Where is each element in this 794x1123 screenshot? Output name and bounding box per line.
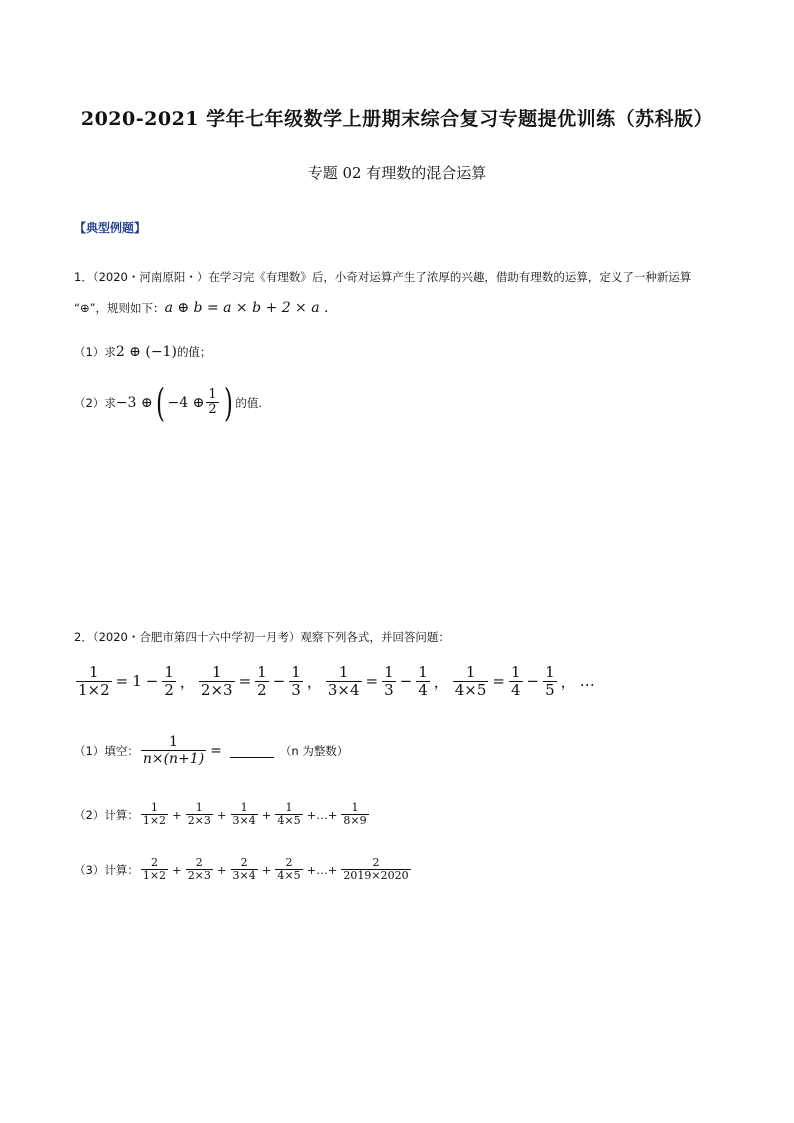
pattern2-lhs: $\frac{1}{2\times 3}$ — [200, 663, 233, 699]
q1-part2-fraction: $\frac{1}{2}$ — [208, 386, 217, 418]
pattern-ellipsis: … — [579, 672, 595, 691]
pattern1-lhs: $\frac{1}{1\times 2}$ — [78, 663, 110, 699]
q2-part2-prefix: （2）计算： — [74, 807, 139, 822]
q1-part1 — [74, 344, 211, 360]
q1-intro-line1: 1．（2020・河南原阳・）在学习完《有理数》后，小奇对运算产生了浓厚的兴趣，借助有理数的运算，定义了一种新运算 — [74, 270, 692, 284]
q2-part1-suffix: （n 为整数） — [279, 744, 349, 759]
q2-part3-prefix: （3）计算： — [74, 862, 139, 877]
q1-part2-expr-a: −3 ⊕ — [115, 395, 153, 411]
pattern3-lhs: $\frac{1}{3\times 4}$ — [327, 663, 360, 699]
pattern4-lhs: $\frac{1}{4\times 5}$ — [454, 663, 487, 699]
q1-rule-prefix: “⊕”，规则如下： — [74, 301, 165, 315]
answer-blank[interactable] — [230, 745, 274, 758]
q2-part1-prefix: （1）填空： — [74, 744, 139, 759]
q1-part2-prefix: （2）求 — [74, 396, 116, 410]
q1-part1-expr: 2 ⊕ (−1) — [115, 344, 177, 360]
q1-part1-prefix: （1）求 — [74, 345, 116, 359]
q1-rule: a ⊕ b = a × b + 2 × a . — [164, 300, 329, 316]
pattern1-rhs: $\frac{1}{2}$ — [164, 663, 174, 699]
q2-part2: （2）计算： $\frac{1}{1\times 2}$ + $\frac{1}{2\times 3}$ + $\frac{1}{3\times 4}$ + $\frac{1}{4\times 5}$ +…+ $\frac{1}{8\times 9}$ — [74, 801, 367, 828]
document-title: 2020-2021 学年七年级数学上册期末综合复习专题提优训练（苏科版） — [80, 108, 714, 130]
section-tag: 【典型例题】 — [74, 221, 147, 235]
pattern2-rhs1: $\frac{1}{2}$ — [257, 663, 267, 699]
right-paren: ) — [223, 381, 233, 425]
q2-intro: 2．（2020・合肥市第四十六中学初一月考）观察下列各式，并回答问题： — [74, 630, 450, 644]
q1-part1-suffix: 的值； — [176, 345, 212, 359]
q1-part2-expr-b: −4 ⊕ — [167, 395, 205, 411]
pattern3-rhs1: $\frac{1}{3}$ — [384, 663, 394, 699]
pattern4-rhs1: $\frac{1}{4}$ — [511, 663, 521, 699]
q1-intro-line2 — [74, 300, 329, 316]
q2-pattern: $\frac{1}{1\times 2}$ = 1 − $\frac{1}{2}$ ， $\frac{1}{2\times 3}$ = $\frac{1}{2}$ − $\frac{1}{3}$ ， $\frac{1}{3\times 4}$ = $\frac{1}{3}$ − $\frac{1}{4}$ ， $\frac{1}{4\times 5}$ = $\frac{1}{4}$ − $\frac{1}{5}$ ， … — [78, 663, 595, 699]
document-subtitle: 专题 02 有理数的混合运算 — [307, 164, 487, 182]
left-paren: ( — [155, 381, 165, 425]
q2-part1-fraction: $\frac{1}{n\times(n+1)}$ — [142, 734, 205, 768]
q2-part1: （1）填空： $\frac{1}{n\times(n+1)}$ = （n 为整数） — [74, 734, 349, 768]
pattern4-rhs2: $\frac{1}{5}$ — [545, 663, 555, 699]
q1-part2 — [74, 381, 263, 425]
pattern2-rhs2: $\frac{1}{3}$ — [291, 663, 301, 699]
q1-part2-suffix: 的值. — [235, 396, 263, 410]
q2-part3: （3）计算： $\frac{2}{1\times 2}$ + $\frac{2}{2\times 3}$ + $\frac{2}{3\times 4}$ + $\frac{2}{4\times 5}$ +…+ $\frac{2}{2019\times 2020}$ — [74, 856, 409, 883]
pattern3-rhs2: $\frac{1}{4}$ — [418, 663, 428, 699]
